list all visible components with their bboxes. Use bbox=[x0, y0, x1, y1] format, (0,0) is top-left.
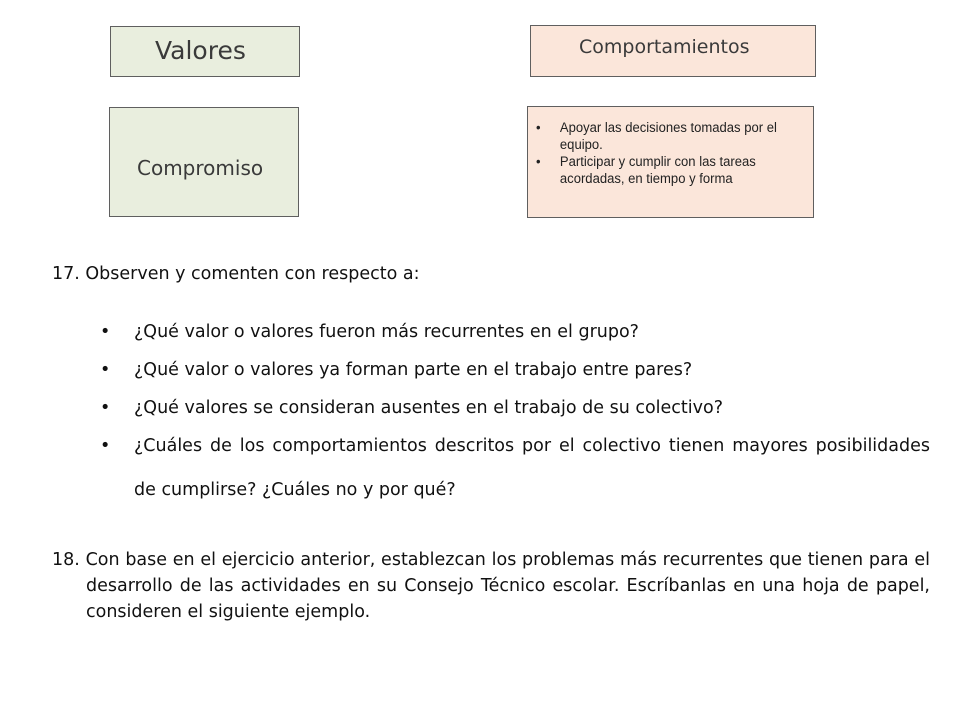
question-17-item: • ¿Qué valor o valores ya forman parte en el trabajo entre pares? bbox=[100, 359, 930, 381]
behaviors-list bbox=[536, 120, 807, 188]
compromiso-label: Compromiso bbox=[137, 156, 264, 180]
question-17-item: • ¿Qué valores se consideran ausentes en el trabajo de su colectivo? bbox=[100, 397, 930, 419]
valores-label: Valores bbox=[155, 36, 246, 65]
valores-box bbox=[110, 26, 300, 77]
question-17-list bbox=[100, 321, 930, 528]
comportamientos-box bbox=[530, 25, 816, 77]
behaviors-box bbox=[527, 106, 814, 218]
question-18-paragraph: 18. Con base en el ejercicio anterior, establezcan los problemas más recurrentes que tienen para el desarrollo de las actividades en su Consejo Técnico escolar. Escríbanlas en una hoja de papel, consideren el siguiente ejemplo. bbox=[52, 550, 930, 622]
question-17-item: • ¿Cuáles de los comportamientos descritos por el colectivo tienen mayores posibilidades de cumplirse? ¿Cuáles no y por qué? bbox=[100, 424, 930, 512]
question-17-item: • ¿Qué valor o valores fueron más recurrentes en el grupo? bbox=[100, 321, 930, 343]
question-17-title: 17. Observen y comenten con respecto a: bbox=[52, 264, 420, 284]
behavior-item: • Apoyar las decisiones tomadas por el equipo. bbox=[536, 120, 785, 154]
comportamientos-label: Comportamientos bbox=[579, 36, 750, 58]
behavior-item: • Participar y cumplir con las tareas acordadas, en tiempo y forma bbox=[536, 154, 785, 188]
compromiso-box bbox=[109, 107, 299, 217]
